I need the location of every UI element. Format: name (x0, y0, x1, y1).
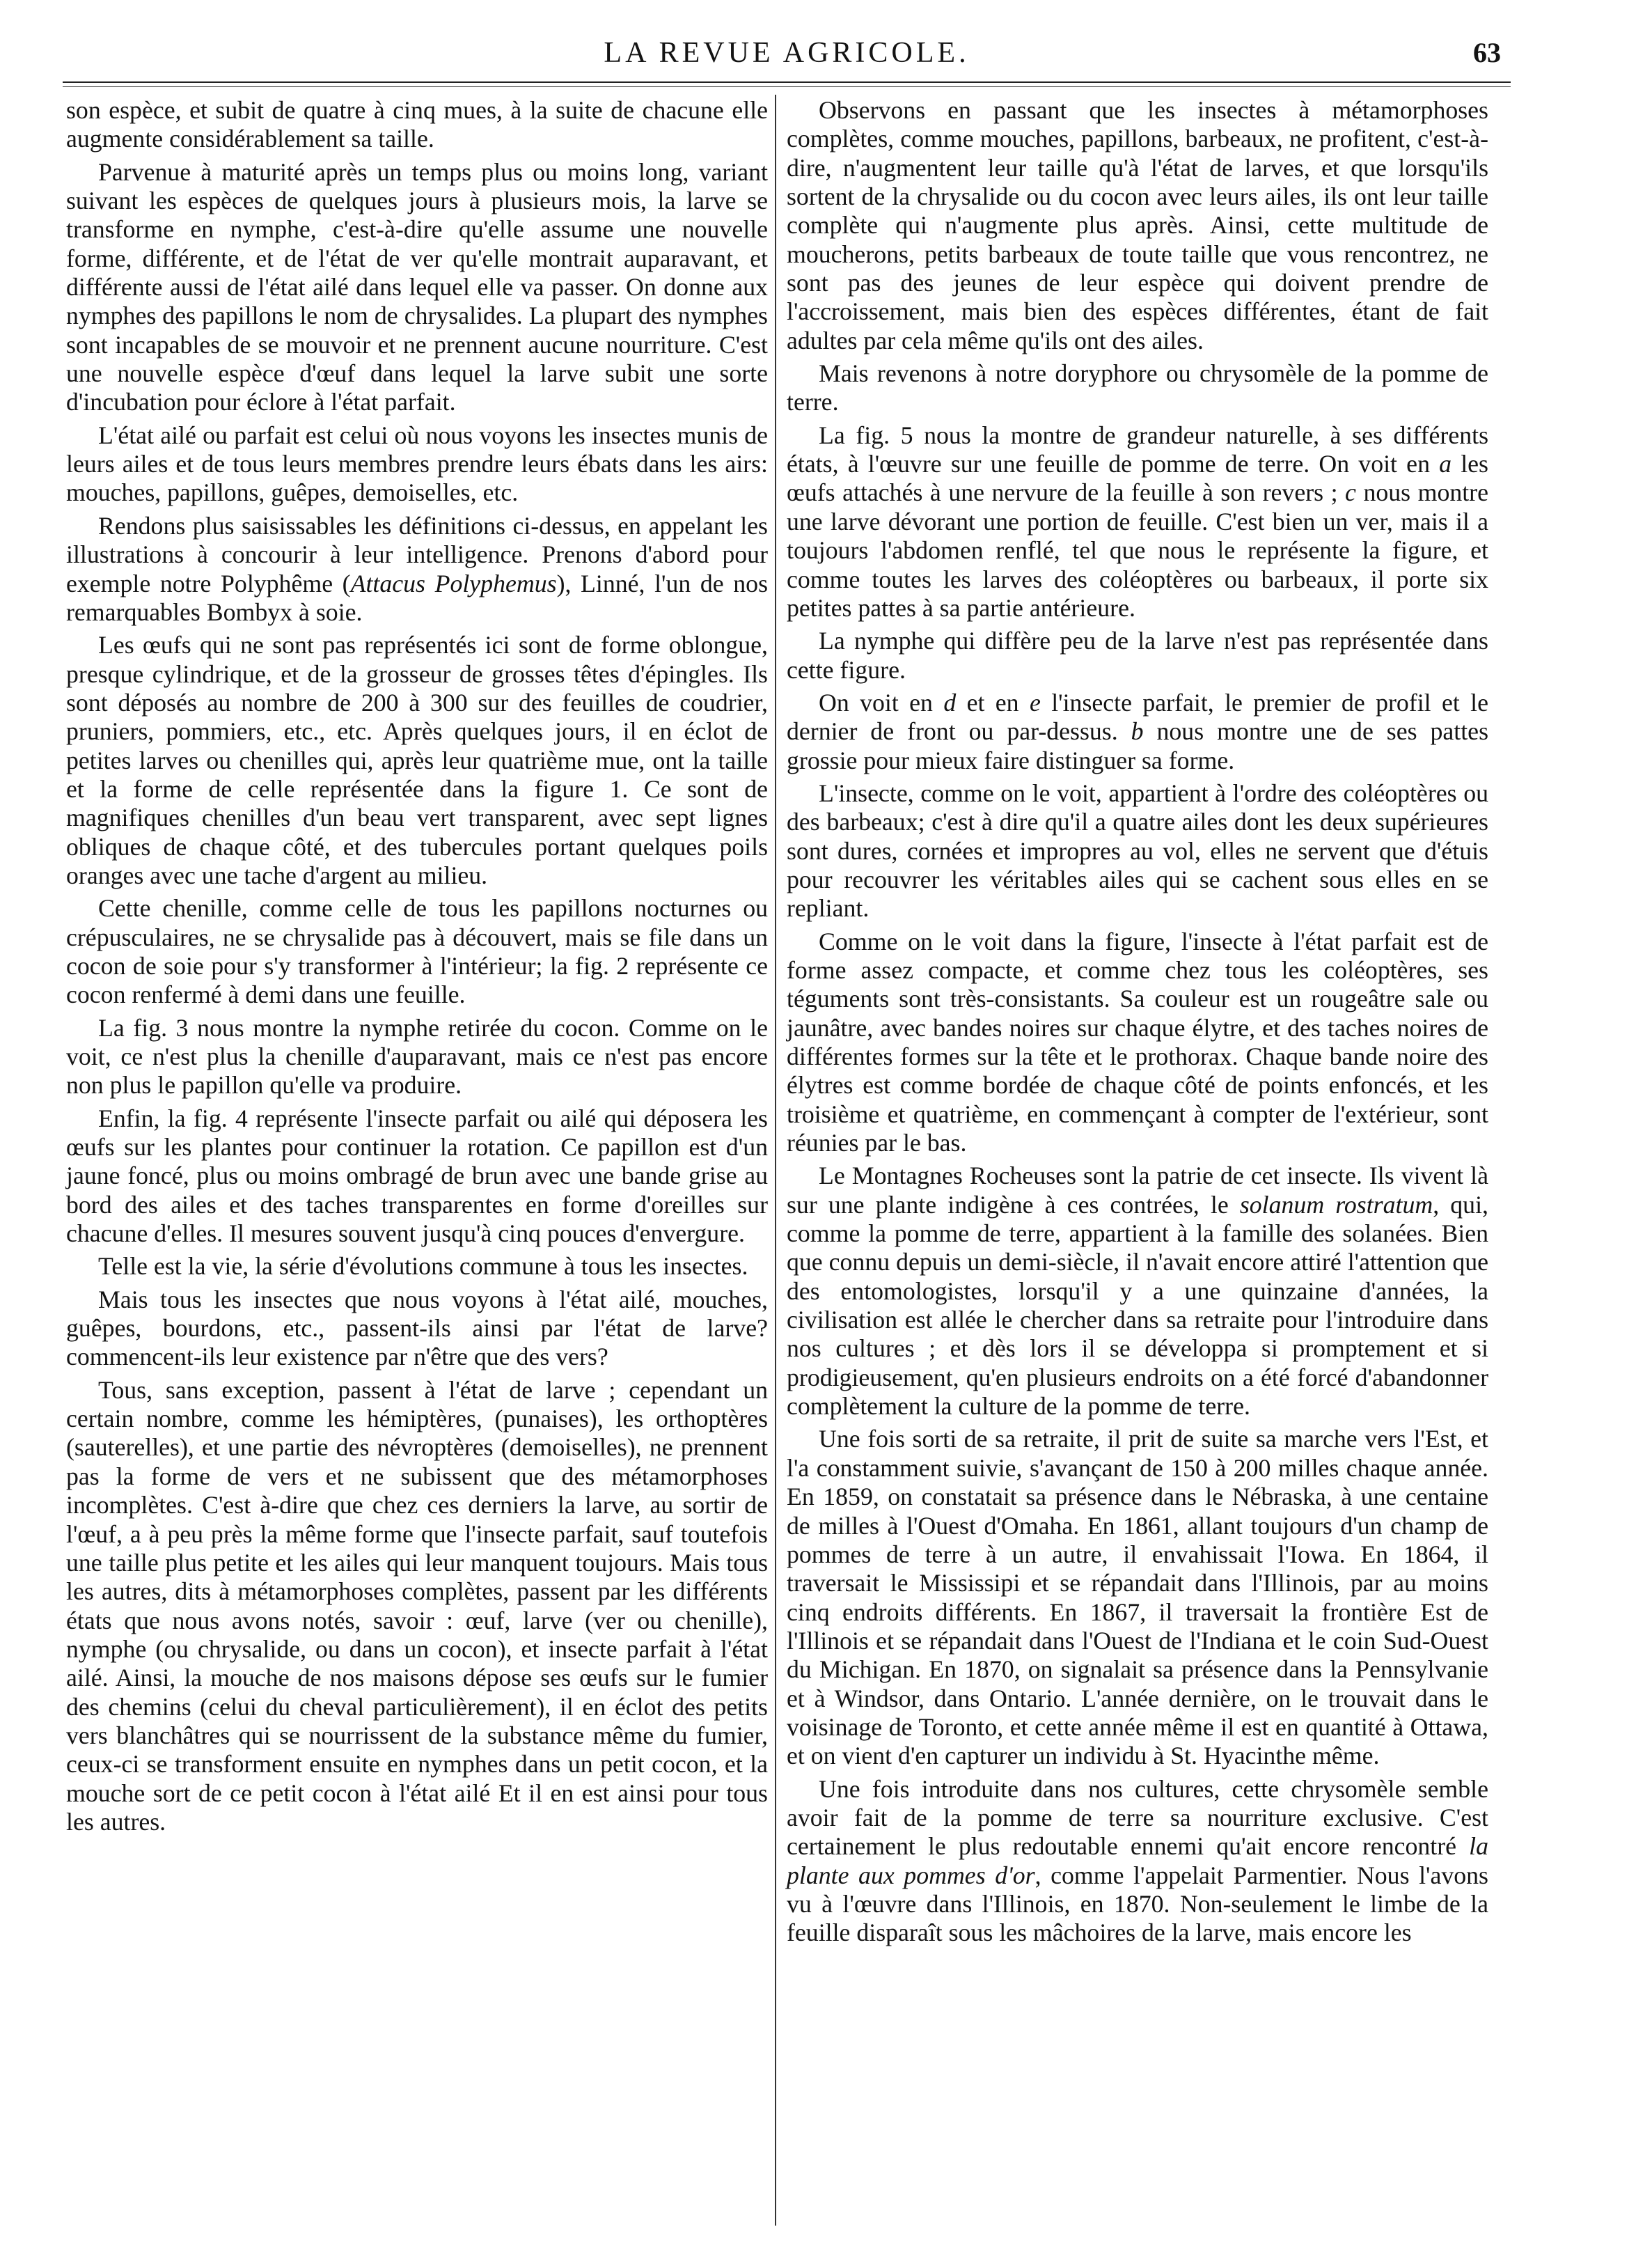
left-column (66, 96, 768, 1840)
species-name: Attacus Polyphemus (350, 569, 557, 597)
page-number: 63 (1473, 37, 1501, 68)
text-run: ), Linné, l'un de nos remarquables Bombyx à soie. (66, 569, 768, 626)
text-run: Une fois introduite dans nos cultures, cette chrysomèle semble avoir fait de la pomme de terre sa nourriture exclusive. C'est certainement le plus redoutable ennemi qu'ait encore rencontré (787, 1774, 1488, 1861)
paragraph: Comme on le voit dans la figure, l'insecte à l'état parfait est de forme assez compacte, et comme chez tous les coléoptères, ses téguments sont très-consistants. Sa couleur est un rougeâtre sale ou jaunâtre, avec bandes noires sur chaque élytre, et des taches noires de différentes formes sur la tête et le prothorax. Chaque bande noire des élytres est comme bordée de chaque côté de points enfoncés, et les troisième et quatrième, en commençant à compter de l'extérieur, sont réunies par le bas. (787, 927, 1488, 1157)
figure-letter: a (1439, 450, 1452, 478)
paragraph: La nymphe qui diffère peu de la larve n'est pas représentée dans cette figure. (787, 627, 1488, 684)
text-run: les œufs attachés à une nervure de la feuille à son revers ; (787, 450, 1488, 507)
paragraph: Mais revenons à notre doryphore ou chrysomèle de la pomme de terre. (787, 359, 1488, 416)
paragraph (66, 512, 768, 627)
text-run: et en (956, 688, 1030, 717)
text-run: l'insecte parfait, le premier de profil et le dernier de front ou par-dessus. (787, 688, 1489, 746)
header-rule-thin (63, 86, 1511, 87)
paragraph (787, 689, 1488, 775)
paragraph: Une fois sorti de sa retraite, il prit de suite sa marche vers l'Est, et l'a constamment suivie, s'avançant de 150 à 200 milles chaque année. En 1859, on constatait sa présence dans le Nébraska, à une centaine de milles à l'Ouest d'Omaha. En 1861, allant toujours d'un champ de pommes de terre à un autre, il envahissait l'Iowa. En 1864, il traversait le Mississipi et se répandait dans l'Illinois, par au moins cinq endroits différents. En 1867, il traversait la frontière Est de l'Illinois et se répandait dans l'Ouest de l'Indiana et le coin Sud-Ouest du Michigan. En 1870, on signalait sa présence dans la Pennsylvanie et à Windsor, dans Ontario. L'année dernière, on le trouvait dans le voisinage de Toronto, et cette année même il est en quantité à Ottawa, et on vient d'en capturer un individu à St. Hyacinthe même. (787, 1425, 1488, 1770)
figure-letter: b (1131, 717, 1144, 746)
figure-letter: c (1345, 478, 1356, 507)
paragraph (787, 1162, 1488, 1421)
text-run: nous montre une larve dévorant une portion de feuille. C'est bien un ver, mais il a toujours l'abdomen renflé, tel que nous le représente la figure, et comme toutes les larves des coléoptères ou barbeaux, il porte six petites pattes à sa partie antérieure. (787, 478, 1488, 622)
text-run: , comme l'appelait Parmentier. Nous l'avons vu à l'œuvre dans l'Illinois, en 1870. Non-seulement le limbe de la feuille disparaît sous les mâchoires de la larve, mais encore les (787, 1861, 1488, 1947)
figure-letter: e (1029, 688, 1041, 717)
paragraph: Parvenue à maturité après un temps plus ou moins long, variant suivant les espèces de quelques jours à plusieurs mois, la larve se transforme en nymphe, c'est-à-dire qu'elle assume une nouvelle forme, différente, et de l'état de ver qu'elle montrait auparavant, et différente aussi de l'état ailé dans lequel elle va passer. On donne aux nymphes des papillons le nom de chrysalides. La plupart des nymphes sont incapables de se mouvoir et ne prennent aucune nourriture. C'est une nouvelle espèce d'œuf dans lequel la larve subit une sorte d'incubation pour éclore à l'état parfait. (66, 157, 768, 416)
paragraph: Cette chenille, comme celle de tous les papillons nocturnes ou crépusculaires, ne se chrysalide pas à découvert, mais se file dans un cocon de soie pour s'y transformer à l'intérieur; la fig. 2 représente ce cocon renfermé à demi dans une feuille. (66, 894, 768, 1009)
paragraph: La fig. 3 nous montre la nymphe retirée du cocon. Comme on le voit, ce n'est plus la chenille d'auparavant, mais ce n'est pas encore non plus le papillon qu'elle va produire. (66, 1013, 768, 1100)
paragraph (787, 1775, 1488, 1948)
paragraph: Observons en passant que les insectes à métamorphoses complètes, comme mouches, papillons, barbeaux, ne profitent, c'est-à-dire, n'augmentent leur taille qu'à l'état de larves, et que lorsqu'ils sortent de la chrysalide ou du cocon avec leurs ailes, ils ont leur taille complète qui n'augmente plus après. Ainsi, cette multitude de moucherons, petits barbeaux de toute taille que vous rencontrez, ne sont pas des jeunes de leur espèce qui doivent prendre de l'accroissement, mais bien des espèces différentes, étant de fait adultes par cela même qu'ils ont des ailes. (787, 96, 1488, 354)
text-run: Rendons plus saisissables les définitions ci-dessus, en appelant les illustrations à concourir à leur intelligence. Prenons d'abord pour exemple notre Polyphême ( (66, 511, 768, 597)
right-column (787, 96, 1488, 1952)
figure-letter: d (943, 688, 957, 717)
text-run: Le Montagnes Rocheuses sont la patrie de cet insecte. Ils vivent là sur une plante indigène à ces contrées, le (787, 1162, 1488, 1219)
text-run: nous montre une de ses pattes grossie pour mieux faire distinguer sa forme. (787, 717, 1488, 774)
paragraph: L'insecte, comme on le voit, appartient à l'ordre des coléoptères ou des barbeaux; c'est à dire qu'il a quatre ailes dont les deux supérieures sont dures, cornées et impropres au vol, elles ne servent que d'étuis pour recouvrer les véritables ailes qui se cachent sous elles en se repliant. (787, 779, 1488, 923)
journal-title: LA REVUE AGRICOLE. (604, 37, 970, 69)
text-run: , qui, comme la pomme de terre, appartient à la famille des solanées. Bien que connu depuis un demi-siècle, il n'avait encore attiré l'attention que des entomologistes, lorsqu'il y a une quinzaine d'années, la civilisation est allée le chercher dans sa retraite pour l'introduire dans nos cultures ; et dès lors il se développa si promptement et si prodigieusement, qu'en plusieurs endroits on a été forcé d'abandonner complètement la culture de la pomme de terre. (787, 1190, 1488, 1421)
quoted-phrase: la plante aux pommes d'or (787, 1832, 1488, 1889)
column-divider (775, 95, 776, 2226)
paragraph: Tous, sans exception, passent à l'état de larve ; cependant un certain nombre, comme les hémiptères, (punaises), les orthoptères (sauterelles), et une partie des névroptères (demoiselles), ne prennent pas la forme de vers et ne subissent que des métamorphoses incomplètes. C'est à-dire que chez ces derniers la larve, au sortir de l'œuf, a à peu près la même forme que l'insecte parfait, sauf toutefois une taille plus petite et les ailes qui leur manquent toujours. Mais tous les autres, dits à métamorphoses complètes, passent par les différents états que nous avons notés, savoir : œuf, larve (ver ou chenille), nymphe (ou chrysalide, ou dans un cocon), et insecte parfait à l'état ailé. Ainsi, la mouche de nos maisons dépose ses œufs sur le fumier des chemins (celui du cheval particulièrement), il en éclot des petits vers blanchâtres qui se nourrissent de la substance même du fumier, ceux-ci se transforment ensuite en nymphes dans un petit cocon, et la mouche sort de ce petit cocon à l'état ailé Et il en est ainsi pour tous les autres. (66, 1375, 768, 1836)
paragraph: Les œufs qui ne sont pas représentés ici sont de forme oblongue, presque cylindrique, et de la grosseur de grosses têtes d'épingles. Ils sont déposés au nombre de 200 à 300 sur des feuilles de coudrier, pruniers, pommiers, etc., etc. Après quelques jours, il en éclot de petites larves ou chenilles qui, après leur quatrième mue, ont la taille et la forme de celle représentée dans la figure 1. Ce sont de magnifiques chenilles d'un beau vert transparent, avec sept lignes obliques de chaque côté, et des tubercules portant quelques poils oranges avec une tache d'argent au milieu. (66, 631, 768, 889)
text-run: La fig. 5 nous la montre de grandeur naturelle, à ses différents états, à l'œuvre sur une feuille de pomme de terre. On voit en (787, 421, 1488, 478)
paragraph: son espèce, et subit de quatre à cinq mues, à la suite de chacune elle augmente considérablement sa taille. (66, 96, 768, 153)
species-name: solanum rostratum (1239, 1190, 1433, 1219)
running-header (63, 36, 1511, 81)
paragraph: Mais tous les insectes que nous voyons à l'état ailé, mouches, guêpes, bourdons, etc., passent-ils ainsi par l'état de larve? commencent-ils leur existence par n'être que des vers? (66, 1285, 768, 1371)
paragraph: Telle est la vie, la série d'évolutions commune à tous les insectes. (98, 1252, 748, 1281)
paragraph: Enfin, la fig. 4 représente l'insecte parfait ou ailé qui déposera les œufs sur les plantes pour continuer la rotation. Ce papillon est d'un jaune foncé, plus ou moins ombragé de brun avec une bande grise au bord des ailes et des taches transparentes en forme d'oreilles sur chacune d'elles. Il mesures souvent jusqu'à cinq pouces d'envergure. (66, 1104, 768, 1248)
text-run: On voit en (819, 688, 944, 717)
paragraph: L'état ailé ou parfait est celui où nous voyons les insectes munis de leurs ailes et de tous leurs membres prendre leurs ébats dans les airs: mouches, papillons, guêpes, demoiselles, etc. (66, 421, 768, 507)
header-rule (63, 81, 1511, 83)
paragraph (787, 421, 1488, 623)
